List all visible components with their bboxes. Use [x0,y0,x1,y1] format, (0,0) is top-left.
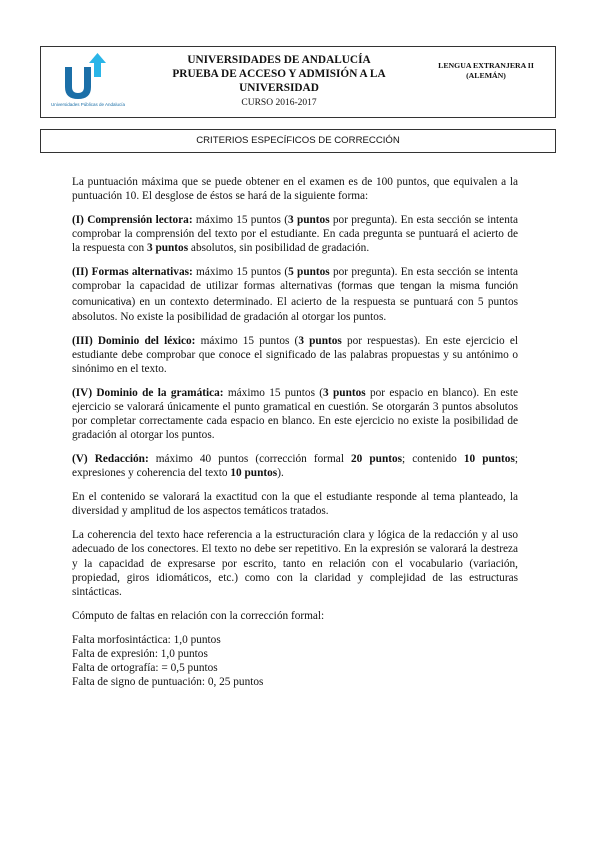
subject-line-1: LENGUA EXTRANJERA II [438,61,534,70]
falta-item: Falta de signo de puntuación: 0, 25 puntos [72,676,264,689]
part3-title: (III) Dominio del léxico: [72,334,196,347]
part5-text-2: ; contenido [402,453,464,466]
part1-bold-1: 3 puntos [288,214,330,226]
intro-paragraph: La puntuación máxima que se puede obtener en el examen es de 100 puntos, que equivalen a la puntuación 10. El desglose de éstos se hará de la siguiente forma: [72,176,518,203]
part2-text-3: ) en un contexto determinado. El acierto de la respuesta se puntuará con 5 puntos absolutos. No existe la posibilidad de gradación al otorgar los puntos. [72,295,518,323]
part2-text-1: máximo 15 puntos ( [192,266,289,279]
part5-title: (V) Redacción: [72,453,149,466]
title-line-1: UNIVERSIDADES DE ANDALUCÍA [187,54,371,66]
part5-paragraph [72,452,518,480]
part2-paragraph [72,265,518,324]
section-title: CRITERIOS ESPECÍFICOS DE CORRECCIÓN [40,129,556,153]
part5-text-3: ; expresiones y coherencia del texto [72,453,518,480]
part1-title: (I) Comprensión lectora: [72,214,193,226]
contenido-paragraph: En el contenido se valorará la exactitud con la que el estudiante responde al tema planteado, la diversidad y amplitud de los aspectos temáticos tratados. [72,491,518,518]
part3-bold-1: 3 puntos [298,334,342,347]
part1-text-3: absolutos, sin posibilidad de gradación. [188,242,370,255]
faltas-list [72,633,518,690]
subject-label [419,61,553,81]
falta-item: Falta morfosintáctica: 1,0 puntos [72,633,221,646]
part5-text-1: máximo 40 puntos (corrección formal [148,453,352,466]
title-line-2: PRUEBA DE ACCESO Y ADMISIÓN A LA [172,68,386,80]
course-label: CURSO 2016-2017 [241,98,317,108]
part3-paragraph [72,334,518,377]
coherencia-paragraph: La coherencia del texto hace referencia a la estructuración clara y lógica de la redacción y al uso adecuado de los conectores. El texto no debe ser repetitivo. En la expresión se valorará la destreza y la capacidad de expresarse por escrito, tanto en relación con el vocabulario (variación, propiedad, giros idiomáticos, etc.) como con la claridad y complejidad de las estructuras sintácticas. [72,529,518,599]
part1-text-2: por pregunta). En esta sección se intenta comprobar la comprensión del texto por el estudiante. En cada pregunta se puntuará el acierto de la respuesta con [72,214,518,255]
falta-item: Falta de ortografía: = 0,5 puntos [72,662,218,675]
title-line-3: UNIVERSIDAD [239,82,319,94]
university-logo [49,53,139,115]
part4-paragraph [72,386,518,443]
header-box [40,46,556,118]
part4-title: (IV) Dominio de la gramática: [72,386,224,399]
part2-title: (II) Formas alternativas: [72,266,193,279]
subject-line-2: (ALEMÁN) [466,71,506,80]
part5-bold-1: 20 puntos [351,453,403,466]
computo-title: Cómputo de faltas en relación con la corrección formal: [72,609,325,622]
logo-caption: Universidades Públicas de Andalucía [51,102,126,107]
part2-text-2: por pregunta). En esta sección se intenta comprobar la capacidad de utilizar formas alternativas ( [72,266,518,293]
part5-bold-2: 10 puntos [463,453,515,466]
part2-sans-text: formas que tengan la misma función comunicativa [72,281,518,308]
part3-text-2: por respuestas). En este ejercicio el estudiante debe comprobar que conoce el significado de las palabras propuestas y su antónimo o sinónimo en el texto. [72,334,518,376]
header-title [141,53,417,110]
part5-bold-3: 10 puntos [230,467,278,480]
part5-text-4: ). [277,467,284,480]
part3-text-1: máximo 15 puntos ( [195,334,299,347]
part1-text-1: máximo 15 puntos ( [192,214,288,226]
part4-text-2: por espacio en blanco). En este ejercicio se valorará únicamente el punto gramatical en cuestión. Se otorgarán 3 puntos absolutos por completar correctamente cada espacio en blanco. En este ejercicio no existe la posibilidad de gradación al otorgar los puntos. [72,386,518,442]
part4-bold-1: 3 puntos [323,386,366,399]
part2-bold-1: 5 puntos [288,266,330,279]
document-body [72,175,518,689]
part1-paragraph [72,213,518,256]
falta-item: Falta de expresión: 1,0 puntos [72,647,208,660]
part4-text-1: máximo 15 puntos ( [223,386,324,399]
part1-bold-2: 3 puntos [146,242,189,255]
